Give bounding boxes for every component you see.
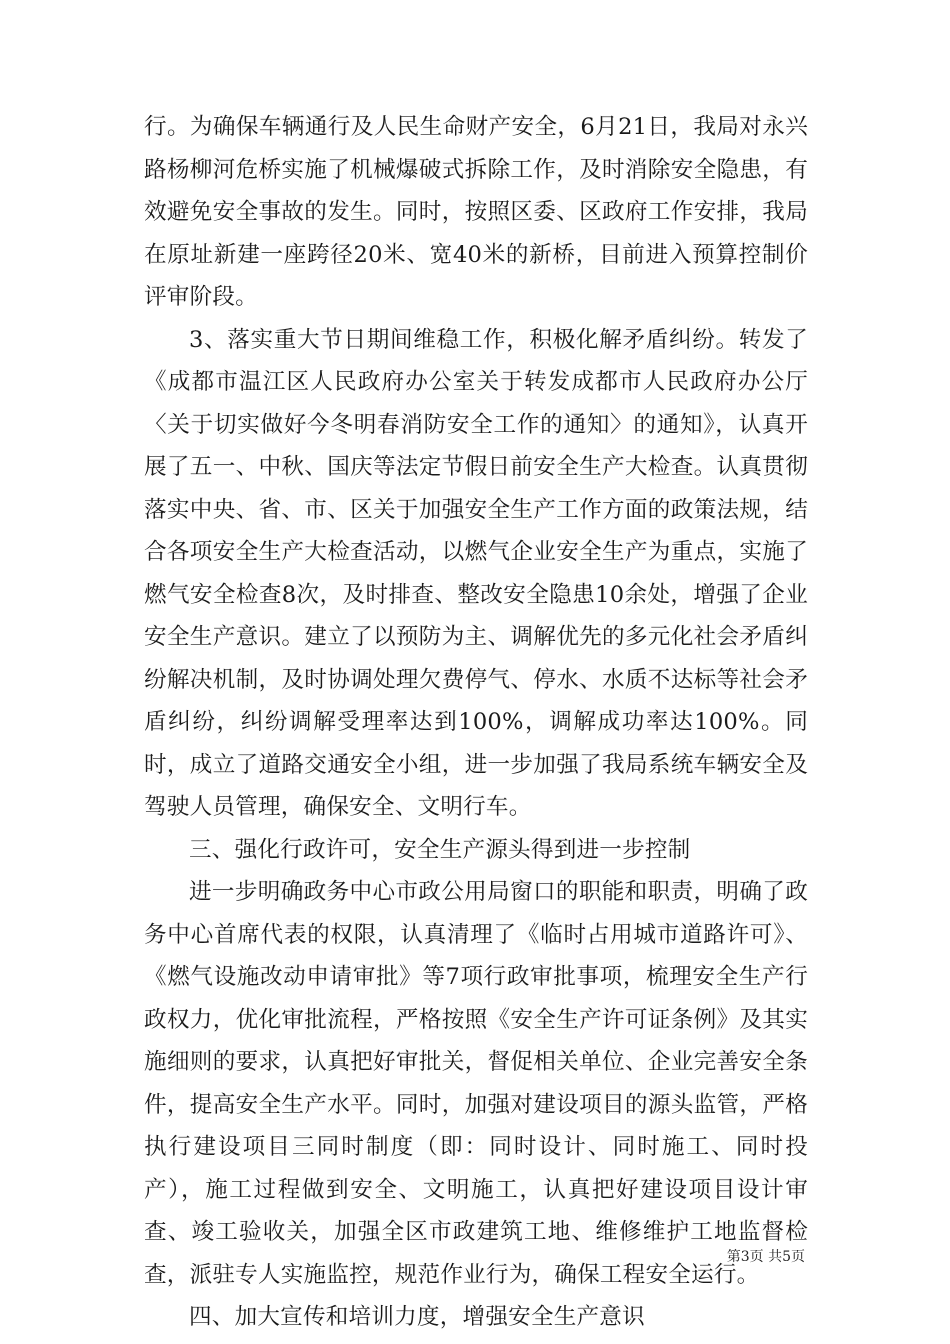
section-heading: 四、加大宣传和培训力度，增强安全生产意识 — [189, 1304, 645, 1330]
section-heading: 三、强化行政许可，安全生产源头得到进一步控制 — [189, 836, 691, 863]
page-number: 第3页 共5页 — [726, 1249, 805, 1265]
paragraph: 3、落实重大节日期间维稳工作，积极化解矛盾纠纷。转发了《成都市温江区人民政府办公室关于转发成都市人民政府办公厅〈关于切实做好今冬明春消防安全工作的通知〉的通知》，认真开展了五一、中秋、国庆等法定节假日前安全生产大检查。认真贯彻落实中央、省、市、区关于加强安全生产工作方面的政策法规，结合各项安全生产大检查活动，以燃气企业安全生产为重点，实施了燃气安全检查8次，及时排查、整改安全隐患10余处，增强了企业安全生产意识。建立了以预防为主、调解优先的多元化社会矛盾纠纷解决机制，及时协调处理欠费停气、停水、水质不达标等社会矛盾纠纷，纠纷调解受理率达到100%，调解成功率达100%。同时，成立了道路交通安全小组，进一步加强了我局系统车辆安全及驾驶人员管理，确保安全、文明行车。 — [144, 326, 808, 820]
document-body — [144, 106, 808, 1339]
paragraph: 进一步明确政务中心市政公用局窗口的职能和职责，明确了政务中心首席代表的权限，认真清理了《临时占用城市道路许可》、《燃气设施改动申请审批》等7项行政审批事项，梳理安全生产行政权力，优化审批流程，严格按照《安全生产许可证条例》及其实施细则的要求，认真把好审批关，督促相关单位、企业完善安全条件，提高安全生产水平。同时，加强对建设项目的源头监管，严格执行建设项目三同时制度（即：同时设计、同时施工、同时投产），施工过程做到安全、文明施工，认真把好建设项目设计审查、竣工验收关，加强全区市政建筑工地、维修维护工地监督检查，派驻专人实施监控，规范作业行为，确保工程安全运行。 — [144, 879, 808, 1288]
paragraph: 行。为确保车辆通行及人民生命财产安全，6月21日，我局对永兴路杨柳河危桥实施了机械爆破式拆除工作，及时消除安全隐患，有效避免安全事故的发生。同时，按照区委、区政府工作安排，我局在原址新建一座跨径20米、宽40米的新桥，目前进入预算控制价评审阶段。 — [144, 114, 808, 310]
